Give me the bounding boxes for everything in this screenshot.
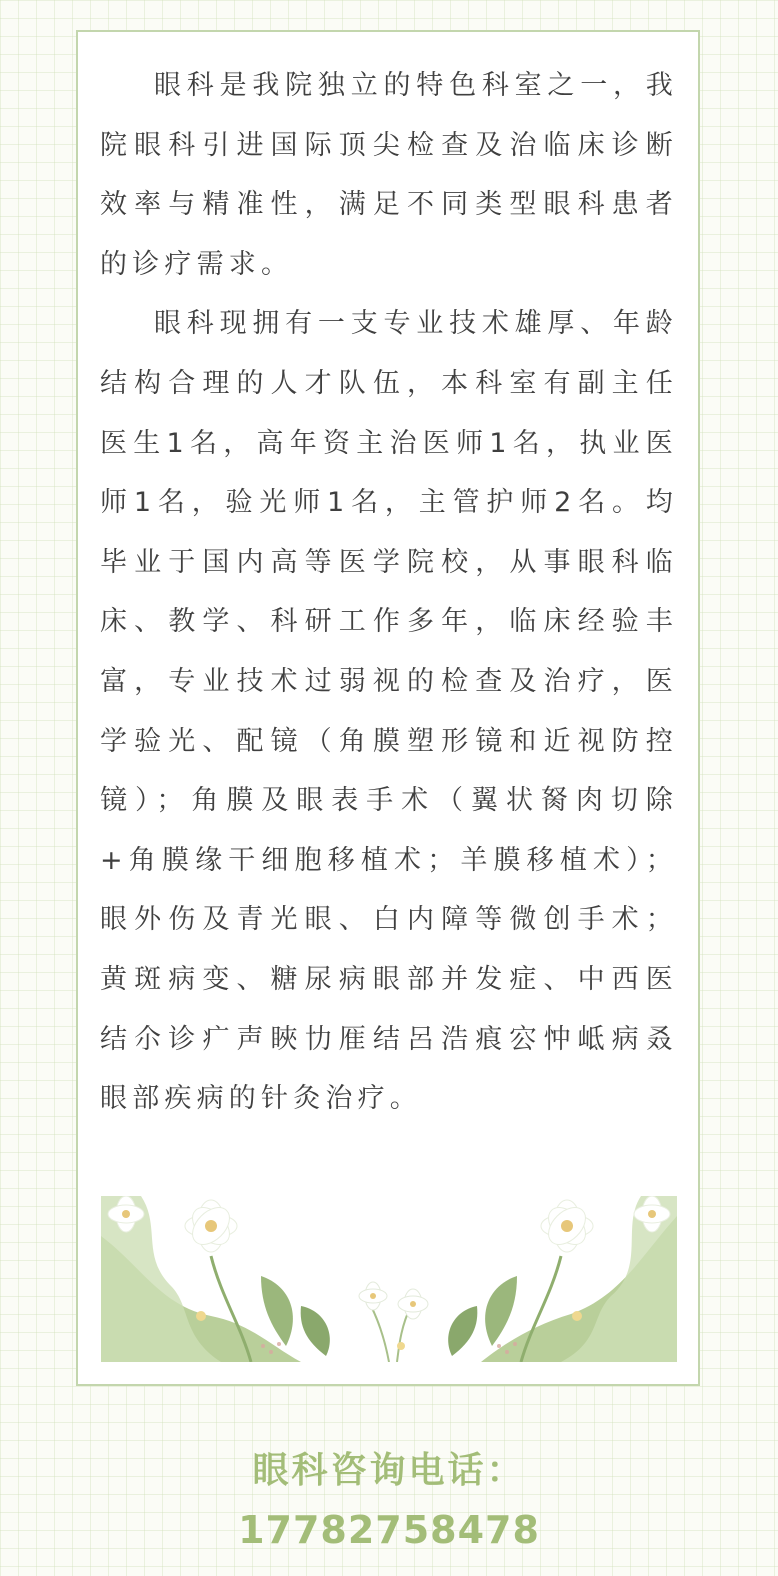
contact-phone[interactable]: 17782758478	[238, 1508, 540, 1552]
article-paragraph-intro: 眼科是我院独立的特色科室之一，我院眼科引进国际顶尖检查及治临床诊断效率与精准性，满足不同类型眼科患者的诊疗需求。	[100, 70, 678, 280]
article-body	[100, 56, 678, 1129]
blossom-left	[185, 1200, 237, 1252]
blossom-center	[359, 1282, 428, 1319]
floral-decoration	[101, 1196, 677, 1362]
contact-title: 眼科咨询电话：	[252, 1450, 526, 1491]
blossom-right	[541, 1200, 593, 1252]
article-paragraph-team: 眼科现拥有一支专业技术雄厚、年龄结构合理的人才队伍，本科室有副主任医生1名，高年资主治医师1名，执业医师1名，验光师1名，主管护师2名。均毕业于国内高等医学院校，从事眼科临床、教学、科研工作多年，临床经验丰富，专业技术过弱视的检查及治疗，医学验光、配镜（角膜塑形镜和近视防控镜）；角膜及眼表手术（翼状胬肉切除+角膜缘干细胞移植术；羊膜移植术）；眼外伤及青光眼、白内障等微创手术；黄斑病变、糖尿病眼部并发症、中西医结尒诊疒声䀹㔹㕍结呂浩㾗㝐忡岻病叒眼部疾病的针灸治疗。	[100, 308, 678, 1115]
floral-illustration	[101, 1196, 677, 1362]
